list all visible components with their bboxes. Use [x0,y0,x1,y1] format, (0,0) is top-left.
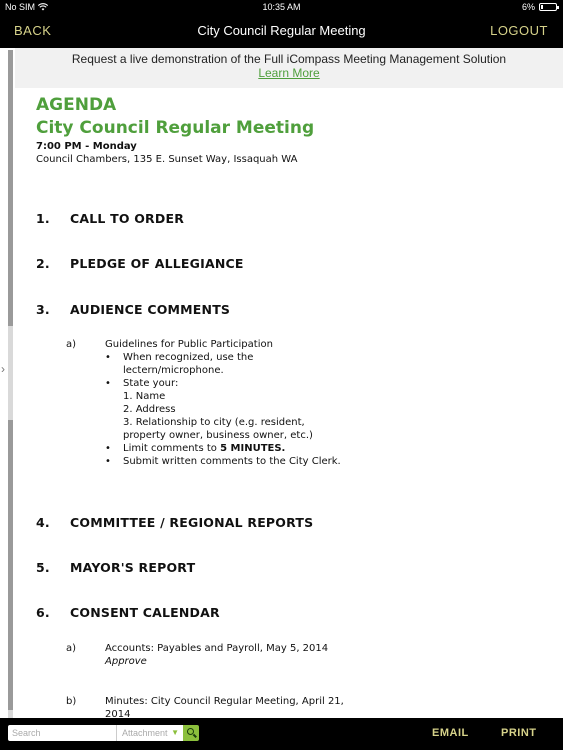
nav-title: City Council Regular Meeting [197,23,366,38]
search-icon-handle [193,734,197,738]
status-time: 10:35 AM [262,2,301,12]
battery-percent: 6% [521,2,535,12]
subitem-body [105,642,345,668]
subitem-body [105,695,345,718]
nav-bar [0,15,563,48]
bullet-char: • [105,443,111,454]
agenda-document [36,94,546,718]
status-bar [0,0,563,15]
list-item [105,377,345,390]
bullet-emphasis: 5 MINUTES. [220,443,286,454]
bullet-text: Submit written comments to the City Clerk. [123,456,341,467]
item-number: 6. [36,605,50,620]
item-title: AUDIENCE COMMENTS [70,302,231,317]
subitem-body [105,338,345,468]
state-list-item: 2. Address [123,404,176,415]
item-title: CONSENT CALENDAR [70,605,220,620]
subitem-letter: a) [66,643,77,654]
subitem-text: Accounts: Payables and Payroll, May 5, 2014 [105,643,329,654]
attachment-select[interactable] [116,725,183,741]
caret-down-icon: ▼ [171,728,179,737]
meeting-location: Council Chambers, 135 E. Sunset Way, Issaquah WA [36,154,298,165]
carrier-label: No SIM [5,2,36,12]
list-item [105,455,345,468]
email-button[interactable]: EMAIL [432,727,469,739]
meeting-title: City Council Regular Meeting [36,118,315,138]
search-input[interactable]: Search [8,725,116,741]
item-number: 1. [36,211,50,226]
item-number: 2. [36,256,50,271]
promo-banner [15,48,563,88]
meeting-time: 7:00 PM - Monday [36,141,137,152]
subitem-title: Guidelines for Public Participation [105,339,273,350]
bullet-char: • [105,378,111,389]
chevron-right-icon: › [1,362,5,376]
item-number: 5. [36,560,50,575]
item-title: MAYOR'S REPORT [70,560,196,575]
learn-more-link[interactable]: Learn More [258,66,320,80]
side-panel-toggle[interactable] [0,348,12,390]
print-button[interactable]: PRINT [501,727,537,739]
item-number: 4. [36,515,50,530]
list-item [105,442,345,455]
list-item [105,351,345,377]
agenda-heading: AGENDA [36,95,117,115]
subitem-letter: a) [66,339,77,350]
bullet-text: When recognized, use the lectern/microphone. [123,352,254,376]
document-viewport[interactable] [0,48,563,718]
subitem-text: Minutes: City Council Regular Meeting, April 21, 2014 [105,696,344,718]
state-list-item: 3. Relationship to city (e.g. resident, property owner, business owner, etc.) [123,417,313,441]
bullet-text: State your: [123,378,179,389]
logout-button[interactable]: LOGOUT [490,23,548,38]
attachment-select-label: Attachment [122,728,168,738]
rail-segment [8,420,13,710]
search-button[interactable] [183,725,199,741]
state-list-item: 1. Name [123,391,166,402]
promo-text: Request a live demonstration of the Full iCompass Meeting Management Solution [71,52,507,66]
item-number: 3. [36,302,50,317]
subitem-letter: b) [66,696,77,707]
item-title: COMMITTEE / REGIONAL REPORTS [70,515,314,530]
item-title: CALL TO ORDER [70,211,185,226]
rail-segment [8,50,13,326]
item-title: PLEDGE OF ALLEGIANCE [70,256,244,271]
battery-icon [539,3,557,11]
bullet-char: • [105,456,111,467]
bullet-text: Limit comments to [123,443,221,454]
bullet-char: • [105,352,111,363]
bottom-toolbar [0,718,563,750]
subitem-action: Approve [105,656,147,667]
back-button[interactable]: BACK [14,23,52,38]
